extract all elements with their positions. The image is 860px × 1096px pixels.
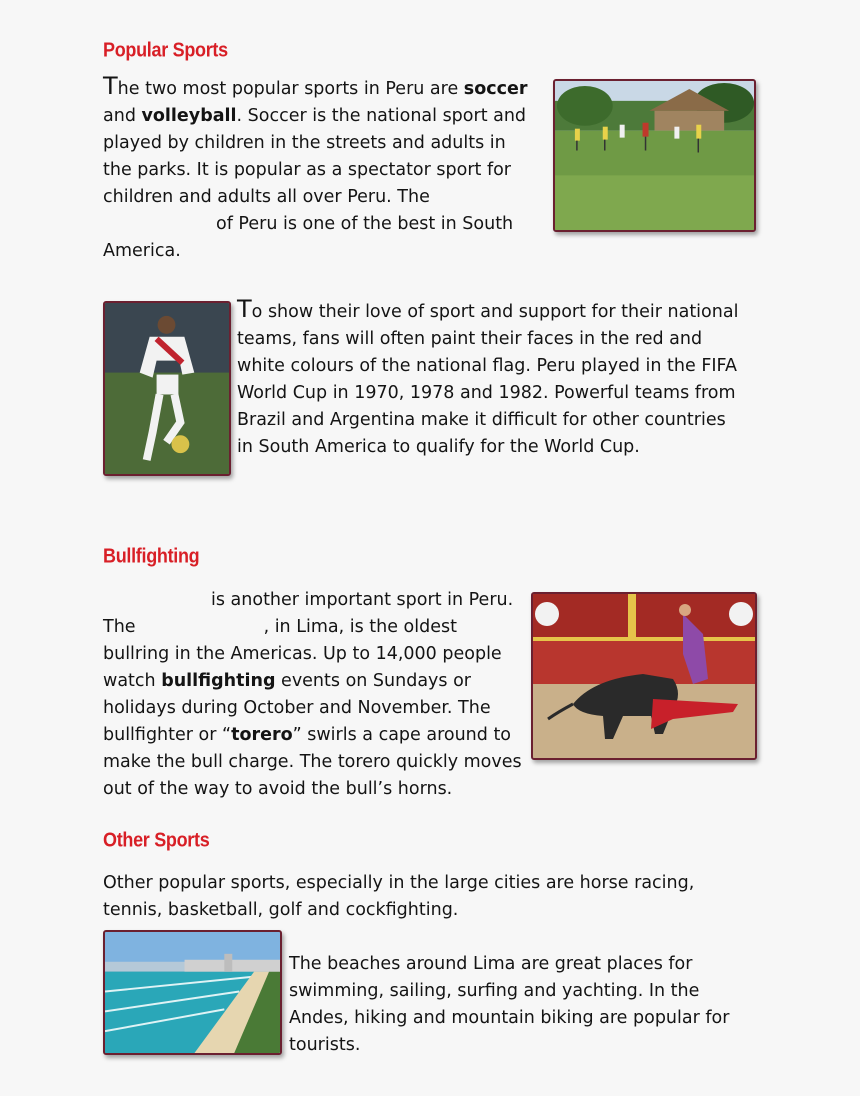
- paragraph-fans: To show their love of sport and support for their national teams, fans will often paint their faces in the red and white colours of the national flag. Peru played in the FIFA World Cup in 1970, 1978 and 1982. Powerful teams from Brazil and Argentina make it difficult for other countries in South America to qualify for the World Cup.: [237, 295, 739, 457]
- heading-other-sports: Other Sports: [103, 828, 210, 851]
- paragraph-beaches: The beaches around Lima are great places for swimming, sailing, surfing and yachting. In the Andes, hiking and mountain biking are popular for tourists.: [289, 954, 730, 1055]
- photo-lima-beach: [103, 930, 282, 1055]
- heading-bullfighting: Bullfighting: [103, 544, 200, 567]
- photo-bullfight: [531, 592, 757, 760]
- paragraph-bullfighting: is another important sport in Peru. The , in Lima, is the oldest bullring in the Americas. Up to 14,000 people watch bullfighting events on Sundays or holidays during October and November. The bullfighter or “torero” swirls a cape around to make the bull charge. The torero quickly moves out of the way to avoid the bull’s horns.: [103, 590, 522, 799]
- paragraph-popular-sports: The two most popular sports in Peru are soccer and volleyball. Soccer is the national sport and played by children in the streets and adults in the parks. It is popular as a spectator sport for children and adults all over Peru. The of Peru is one of the best in South America.: [103, 72, 528, 261]
- drop-cap: T: [237, 295, 252, 323]
- paragraph-other-sports: Other popular sports, especially in the large cities are horse racing, tennis, basketball, golf and cockfighting.: [103, 873, 695, 920]
- keyword-soccer: soccer: [463, 79, 528, 99]
- keyword-bullfighting: bullfighting: [161, 671, 276, 691]
- keyword-volleyball: volleyball: [141, 106, 237, 126]
- heading-popular-sports: Popular Sports: [103, 38, 228, 61]
- drop-cap: T: [103, 72, 118, 100]
- photo-street-soccer: [553, 79, 756, 232]
- photo-soccer-player: [103, 301, 231, 476]
- keyword-torero: torero: [231, 725, 293, 745]
